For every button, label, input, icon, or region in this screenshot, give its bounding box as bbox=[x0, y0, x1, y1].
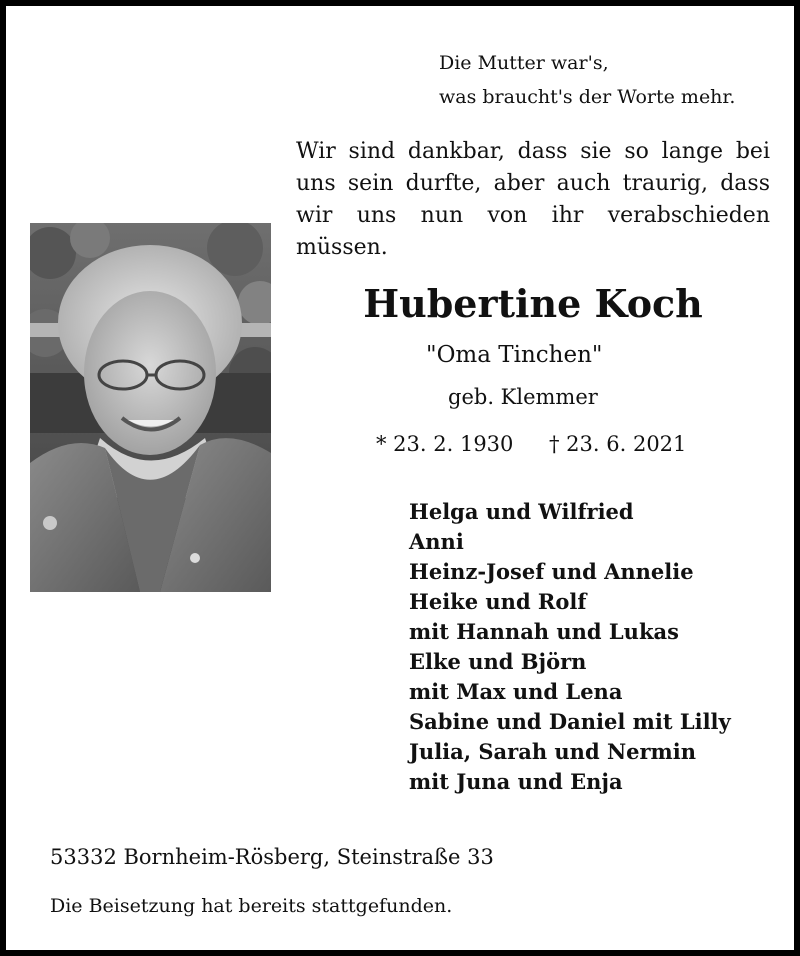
quote-line: Die Mutter war's, bbox=[439, 52, 609, 74]
quote bbox=[439, 46, 735, 114]
birth-date: * 23. 2. 1930 bbox=[376, 432, 514, 456]
mourners-list bbox=[409, 497, 731, 797]
mourner-line: Heinz-Josef und Annelie bbox=[409, 559, 694, 584]
quote-line: was braucht's der Worte mehr. bbox=[439, 86, 736, 108]
deceased-name: Hubertine Koch bbox=[363, 281, 703, 326]
portrait-photo bbox=[30, 223, 271, 592]
burial-notice: Die Beisetzung hat bereits stattgefunden. bbox=[50, 895, 453, 917]
portrait-image bbox=[30, 223, 271, 592]
mourner-line: Elke und Björn bbox=[409, 649, 587, 674]
intro-line: müssen. bbox=[296, 235, 388, 260]
intro-line: wir uns nun von ihr verabschieden bbox=[296, 203, 770, 228]
deceased-nickname: "Oma Tinchen" bbox=[426, 342, 603, 368]
mourner-line: Sabine und Daniel mit Lilly bbox=[409, 709, 731, 734]
intro-text bbox=[296, 136, 770, 264]
mourner-line: Anni bbox=[409, 529, 464, 554]
mourner-line: mit Max und Lena bbox=[409, 679, 623, 704]
mourner-line: mit Hannah und Lukas bbox=[409, 619, 679, 644]
mourner-line: Julia, Sarah und Nermin bbox=[409, 739, 697, 764]
mourner-line: Heike und Rolf bbox=[409, 589, 587, 614]
life-dates bbox=[376, 429, 687, 459]
intro-line: Wir sind dankbar, dass sie so lange bei bbox=[296, 139, 770, 164]
address: 53332 Bornheim-Rösberg, Steinstraße 33 bbox=[50, 845, 494, 869]
mourner-line: Helga und Wilfried bbox=[409, 499, 634, 524]
intro-line: uns sein durfte, aber auch traurig, dass bbox=[296, 171, 770, 196]
birth-name: geb. Klemmer bbox=[448, 385, 598, 409]
mourner-line: mit Juna und Enja bbox=[409, 769, 623, 794]
death-date: † 23. 6. 2021 bbox=[549, 432, 687, 456]
